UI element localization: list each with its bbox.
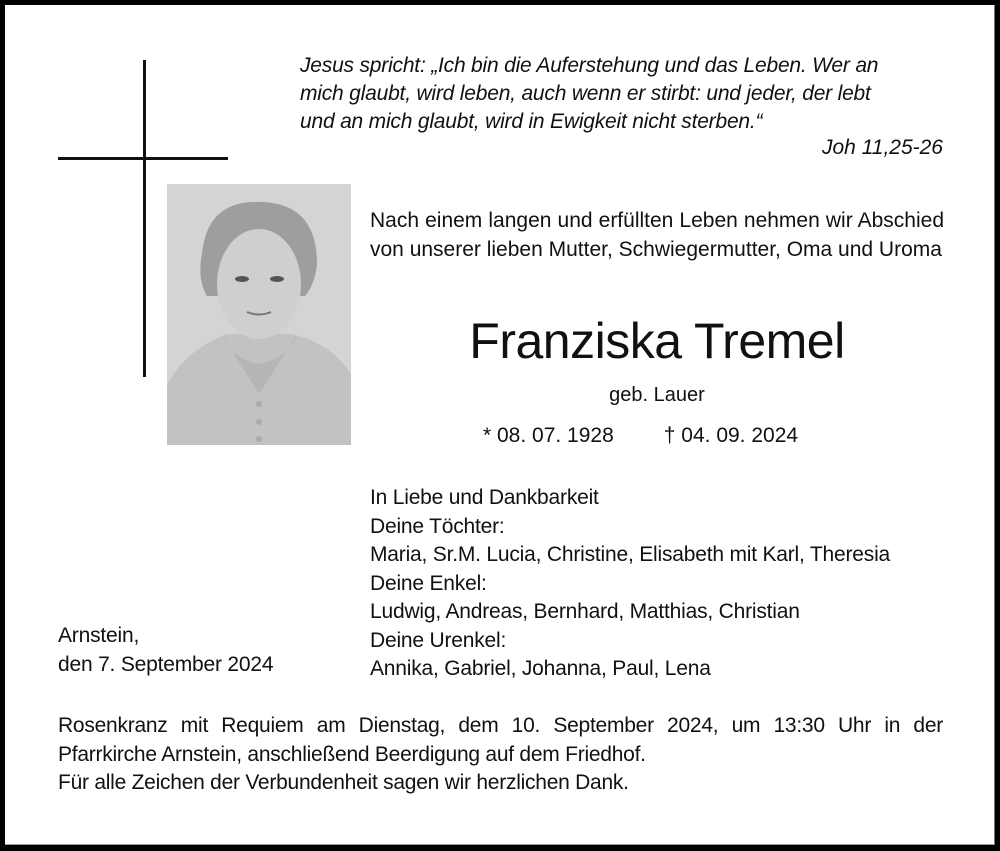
service-line: Rosenkranz mit Requiem am Dienstag, dem 10. September 2024, um 13:30 Uhr in der xyxy=(58,714,943,737)
portrait-image xyxy=(167,184,351,445)
family-line: Maria, Sr.M. Lucia, Christine, Elisabeth mit Karl, Theresia xyxy=(370,543,891,566)
family-list xyxy=(370,484,890,684)
obituary-card xyxy=(5,5,995,845)
quote-source: Joh 11,25-26 xyxy=(821,136,943,159)
quote-line: Jesus spricht: „Ich bin die Auferstehung und das Leben. Wer an xyxy=(300,54,879,77)
death-date: † 04. 09. 2024 xyxy=(663,424,799,447)
place: Arnstein, xyxy=(58,624,140,647)
deceased-name: Franziska Tremel xyxy=(469,313,845,369)
bible-quote xyxy=(300,52,950,136)
cross-icon-vertical xyxy=(143,60,146,377)
family-line: Annika, Gabriel, Johanna, Paul, Lena xyxy=(370,657,711,680)
family-line: Ludwig, Andreas, Bernhard, Matthias, Christian xyxy=(370,600,800,623)
date: den 7. September 2024 xyxy=(58,652,274,676)
place-date xyxy=(58,622,273,679)
birth-date: * 08. 07. 1928 xyxy=(483,424,614,447)
quote-line: und an mich glaubt, wird in Ewigkeit nicht sterben.“ xyxy=(300,110,763,133)
family-line: Deine Urenkel: xyxy=(370,628,507,652)
service-line: Pfarrkirche Arnstein, anschließend Beerdigung auf dem Friedhof. xyxy=(58,742,646,766)
family-line: Deine Enkel: xyxy=(370,571,487,595)
cross-icon-horizontal xyxy=(58,157,228,160)
service-info xyxy=(58,712,943,798)
life-dates xyxy=(483,424,798,448)
intro-text: Nach einem langen und erfüllten Leben nehmen wir Abschied von unserer lieben Mutter, Schwiegermutter, Oma und Uroma xyxy=(370,209,944,261)
quote-line: mich glaubt, wird leben, auch wenn er stirbt: und jeder, der lebt xyxy=(300,82,871,105)
family-line: Deine Töchter: xyxy=(370,514,505,538)
maiden-name: geb. Lauer xyxy=(609,384,705,406)
family-line: In Liebe und Dankbarkeit xyxy=(370,486,599,509)
portrait-photo xyxy=(167,184,351,445)
service-line: Für alle Zeichen der Verbundenheit sagen wir herzlichen Dank. xyxy=(58,771,629,794)
